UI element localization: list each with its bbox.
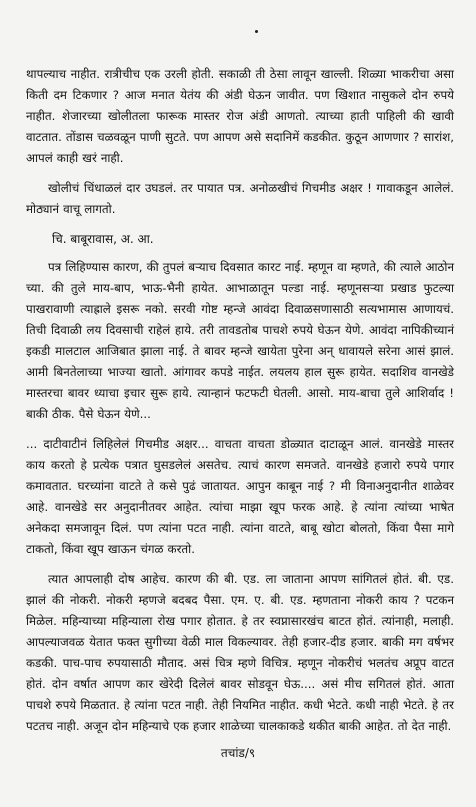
page-mark bbox=[255, 30, 258, 33]
paragraph-1: थापल्याच नाहीत. रात्रीचीच एक उरली होती. सकाळी ती ठेसा लावून खाल्ली. शिळ्या भाकरीचा असा किती दम टिकणार ? आज मनात येतंय की अंडी घेऊन जावीत. पण खिशात नासुकले दोन रुपये नाहीत. शेजारच्या खोलीतला फारूक मास्तर रोज अंडी आणतो. त्याच्या हाती पाहिली की खावी वाटतात. तोंडास चळवळून पाणी सुटते. पण आपण असे सदानिमें कडकीत. कुठून आणणार ? सारांश, आपलं काही खरं नाही. bbox=[26, 67, 454, 165]
letter-body: पत्र लिहिण्यास कारण, की तुपलं बऱ्याच दिवसात कारट नाई. म्हणून वा म्हणते, की त्याले आठोन च्या. की तुले माय-बाप, भाऊ-भैनी हायेत. आभाळातून पल्डा नाई. म्हणूनसऱ्या प्रखाड फुटल्या पाखरावाणी त्याह्राले इसरू नको. सरवी गोष्ट म्हन्जे आवंदा दिवाळसणासाठी सत्यभामास आणायचं. तिची दिवाळी लय दिवसाची राहेलं हाये. तरी तावडतोब पाचशे रुपये घेऊन येणे. आवंदा नापिकीच्यानं इकडी मालटाल आजिबात झाला नाई. ते बावर म्हन्जे खायेता पुरेना अन् धावायले सरेना आसं झालं. आमी बिनतेलाच्या भाज्या खातो. आंगावर कपडे नाईत. लयलय हाल सुरू हायेत. सदाशिव वानखेडे मास्तरचा बावर ध्याचा इचार सुरू हाये. त्यान्हानं फटफटी घेतली. आसो. माय-बाचा तुले आशिर्वाद ! बाकी ठीक. पैसे घेऊन येणे... bbox=[26, 260, 454, 421]
page-footer: तचांड/९ bbox=[220, 746, 256, 760]
paragraph-3: ... दाटीवाटीनं लिहिलेलं गिचमीड अक्षर... वाचता वाचता डोळ्यात दाटाळून आलं. वानखेडे मास्तर काय करतो हे प्रत्येक पत्रात घुसडलेलं असतेच. त्याचं कारण समजते. वानखेडे हजारो रुपये पगार कमावतात. घरच्यांना वाटते ते कसे पुढं जातायत. आपुन काबून नाई ? मी विनाअनुदानीत शाळेवर आहे. वानखेडे सर अनुदानीतवर आहेत. त्यांचा माझा खूप फरक आहे. हे त्यांना त्यांच्या भाषेत अनेकदा समजावून दिलं. पण त्यांना पटत नाही. त्यांना वाटते, बाबू खोटा बोलतो, किंवा पैसा मागे टाकतो, किंवा खूप खाऊन चंगळ करतो. bbox=[26, 437, 454, 556]
paragraph-4: त्यात आपलाही दोष आहेच. कारण की बी. एड. ला जाताना आपण सांगितलं होतं. बी. एड. झालं की नोकरी. नोकरी म्हणजे बदबद पैसा. एम. ए. बी. एड. म्हणताना नोकरी काय ? पटकन मिळेल. महिन्याच्या महिन्याला रोख पगार होतात. हे तर स्वप्नासारखंच बाटत होतं. त्यांनाही, मलाही. आपल्याजवळ येतात फक्त सुगीच्या वेळी माल विकल्यावर. तेही हजार-दीड हजार. बाकी मग वर्षभर कडकी. पाच-पाच रुपयासाठी मौताद. असं चित्र म्हणे विचित्र. म्हणून नोकरीचं भलतंच अप्रूप वाटत होतं. दोन वर्षात आपण कार खेरेदी दिलेलं बावर सोडवून घेऊ.... असं मीच सगितलं होतं. आता पाचशे रुपये मिळतात. हे त्यांना पटत नाही. तेही नियमित नाहीत. कधी भेटते. कधी नाही भेटते. हे तर पटतच नाही. अजून दोन महिन्याचे एक हजार शाळेच्या चालकाकडे थकीत बाकी आहेत. तो देत नाही. bbox=[26, 572, 454, 733]
paragraph-2: खोलीचं चिंधाळलं दार उघडलं. तर पायात पत्र. अनोळखीचं गिचमीड अक्षर ! गावाकडून आलेलं. मोठ्यानं वाचू लागतो. bbox=[26, 181, 454, 216]
letter-salutation: चि. बाबूरावास, अ. आ. bbox=[52, 232, 154, 246]
